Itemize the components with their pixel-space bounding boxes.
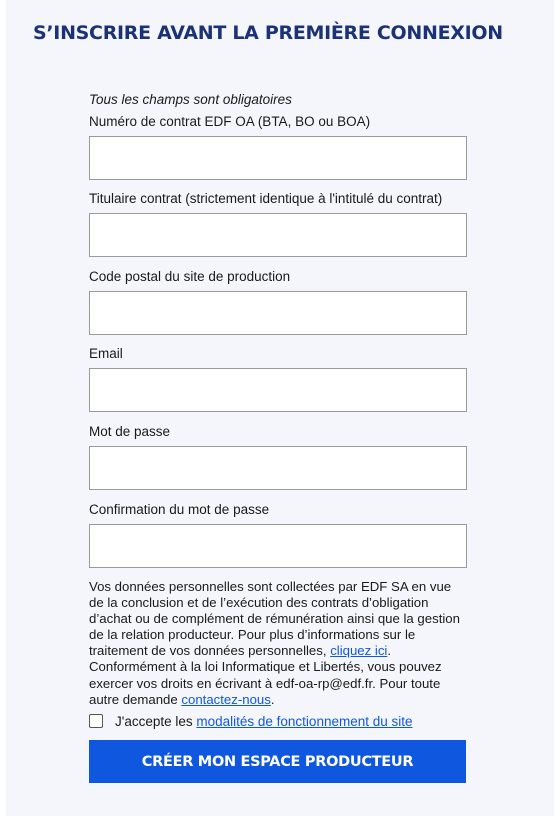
accept-terms-label: J'accepte les bbox=[115, 713, 197, 729]
postal-code-label: Code postal du site de production bbox=[89, 269, 291, 284]
contract-holder-input[interactable] bbox=[89, 213, 467, 257]
password-confirm-group bbox=[89, 502, 469, 568]
password-confirm-input[interactable] bbox=[89, 524, 467, 568]
privacy-details-link[interactable]: cliquez ici bbox=[330, 643, 388, 659]
postal-code-input[interactable] bbox=[89, 291, 467, 335]
contract-number-group bbox=[89, 114, 469, 180]
contact-us-link[interactable]: contactez-nous bbox=[181, 691, 271, 707]
privacy-text-2: . Conformément à la loi Informatique et Libertés, vous pouvez exercer vos droits en écrivant à edf-oa-rp@edf.fr. Pour toute autre demande bbox=[89, 643, 442, 707]
registration-panel bbox=[6, 0, 554, 816]
registration-form bbox=[89, 92, 469, 770]
contract-holder-group bbox=[89, 191, 469, 257]
accept-terms-row bbox=[89, 712, 469, 730]
email-input[interactable] bbox=[89, 368, 467, 412]
terms-of-use-link[interactable]: modalités de fonctionnement du site bbox=[196, 713, 413, 729]
create-producer-space-button[interactable]: CRÉER MON ESPACE PRODUCTEUR bbox=[89, 740, 466, 783]
email-group bbox=[89, 346, 469, 412]
password-label: Mot de passe bbox=[89, 424, 171, 439]
password-input[interactable] bbox=[89, 446, 467, 490]
email-label: Email bbox=[89, 346, 123, 361]
contract-number-input[interactable] bbox=[89, 136, 467, 180]
postal-code-group bbox=[89, 269, 469, 335]
contract-holder-label: Titulaire contrat (strictement identique à l'intitulé du contrat) bbox=[89, 191, 443, 206]
privacy-notice bbox=[89, 579, 469, 708]
contract-number-label: Numéro de contrat EDF OA (BTA, BO ou BOA) bbox=[89, 114, 371, 129]
accept-terms-checkbox[interactable] bbox=[89, 714, 103, 728]
privacy-text-3: . bbox=[270, 691, 275, 707]
privacy-text-1: Vos données personnelles sont collectées par EDF SA en vue de la conclusion et de l’exécution des contrats d’obligation d’achat ou de complément de rémunération ainsi que la gestion de la relation producteur. Pour plus d’informations sur le traitement de vos données personnelles, bbox=[89, 579, 460, 659]
page-title: S’INSCRIRE AVANT LA PREMIÈRE CONNEXION bbox=[33, 22, 503, 44]
password-group bbox=[89, 424, 469, 490]
required-fields-note: Tous les champs sont obligatoires bbox=[89, 92, 292, 107]
password-confirm-label: Confirmation du mot de passe bbox=[89, 502, 270, 517]
